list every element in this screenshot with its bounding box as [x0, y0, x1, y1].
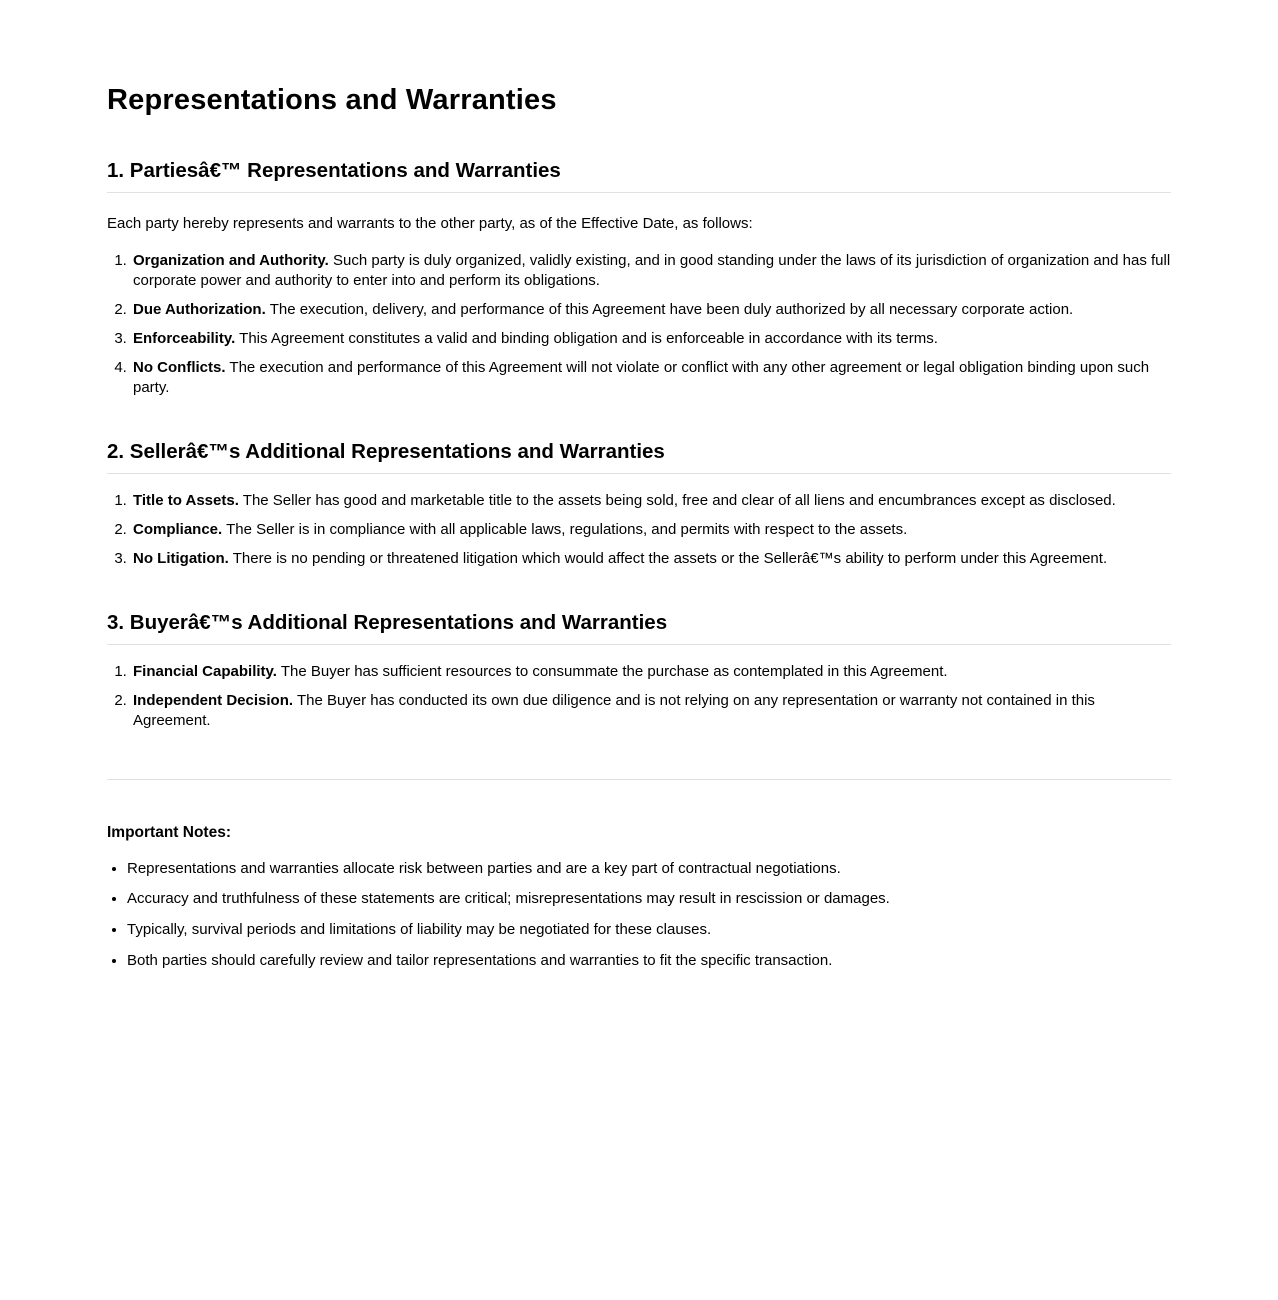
- section-parties-reps: [107, 159, 1171, 398]
- item-label: No Conflicts.: [133, 359, 226, 376]
- item-text: Such party is duly organized, validly existing, and in good standing under the laws of its jurisdiction of organization and has full corporate power and authority to enter into and perform its obligations.: [133, 252, 1171, 290]
- note-item: • Typically, survival periods and limitations of liability may be negotiated for these clauses.: [127, 920, 1171, 940]
- section-intro-parties: Each party hereby represents and warrants to the other party, as of the Effective Date, as follows:: [107, 215, 753, 232]
- list-item: [131, 520, 1171, 540]
- list-item: [131, 358, 1171, 398]
- page-title: Representations and Warranties: [107, 84, 557, 116]
- list-item: [131, 251, 1171, 291]
- seller-rep-list: [107, 491, 1171, 569]
- item-text: The Seller has good and marketable title to the assets being sold, free and clear of all liens and encumbrances except as disclosed.: [242, 491, 1116, 509]
- item-text: The execution and performance of this Agreement will not violate or conflict with any other agreement or legal obligation binding upon such party.: [133, 359, 1150, 396]
- item-label: Title to Assets.: [133, 491, 239, 509]
- buyer-rep-list: [107, 662, 1171, 731]
- item-text: This Agreement constitutes a valid and binding obligation and is enforceable in accordance with its terms.: [239, 330, 938, 348]
- item-text: There is no pending or threatened litigation which would affect the assets or the Sellerâ€™s ability to perform under this Agreement.: [232, 549, 1108, 567]
- list-item: [131, 691, 1171, 731]
- section-heading-buyer: 3. Buyerâ€™s Additional Representations and Warranties: [107, 611, 1171, 645]
- notes-list: [107, 859, 1171, 972]
- note-item: • Both parties should carefully review and tailor representations and warranties to fit the specific transaction.: [127, 951, 1171, 971]
- item-label: Financial Capability.: [133, 662, 277, 680]
- section-heading-parties: 1. Partiesâ€™ Representations and Warranties: [107, 159, 1171, 193]
- item-label: Enforceability.: [133, 330, 236, 348]
- note-item: • Representations and warranties allocate risk between parties and are a key part of contractual negotiations.: [127, 859, 1171, 879]
- section-important-notes: [107, 824, 1171, 972]
- list-item: [131, 329, 1171, 349]
- item-label: Compliance.: [133, 520, 223, 538]
- list-item: [131, 300, 1171, 320]
- document: [107, 0, 1171, 971]
- item-text: The Seller is in compliance with all applicable laws, regulations, and permits with respect to the assets.: [226, 520, 908, 538]
- section-buyer-reps: [107, 611, 1171, 731]
- section-divider: [107, 779, 1171, 780]
- parties-rep-list: [107, 251, 1171, 398]
- item-text: The execution, delivery, and performance of this Agreement have been duly authorized by all necessary corporate action.: [269, 301, 1074, 319]
- notes-heading: Important Notes:: [107, 823, 231, 841]
- item-text: The Buyer has conducted its own due diligence and is not relying on any representation or warranty not contained in this Agreement.: [133, 691, 1095, 729]
- item-label: Independent Decision.: [133, 691, 294, 709]
- note-item: • Accuracy and truthfulness of these statements are critical; misrepresentations may result in rescission or damages.: [127, 889, 1171, 909]
- section-heading-seller: 2. Sellerâ€™s Additional Representations and Warranties: [107, 440, 1171, 474]
- item-text: The Buyer has sufficient resources to consummate the purchase as contemplated in this Agreement.: [280, 662, 948, 680]
- item-label: No Litigation.: [133, 549, 229, 567]
- item-label: Organization and Authority.: [133, 252, 329, 270]
- list-item: [131, 491, 1171, 511]
- list-item: [131, 549, 1171, 569]
- section-seller-reps: [107, 440, 1171, 569]
- item-label: Due Authorization.: [133, 301, 266, 319]
- list-item: [131, 662, 1171, 682]
